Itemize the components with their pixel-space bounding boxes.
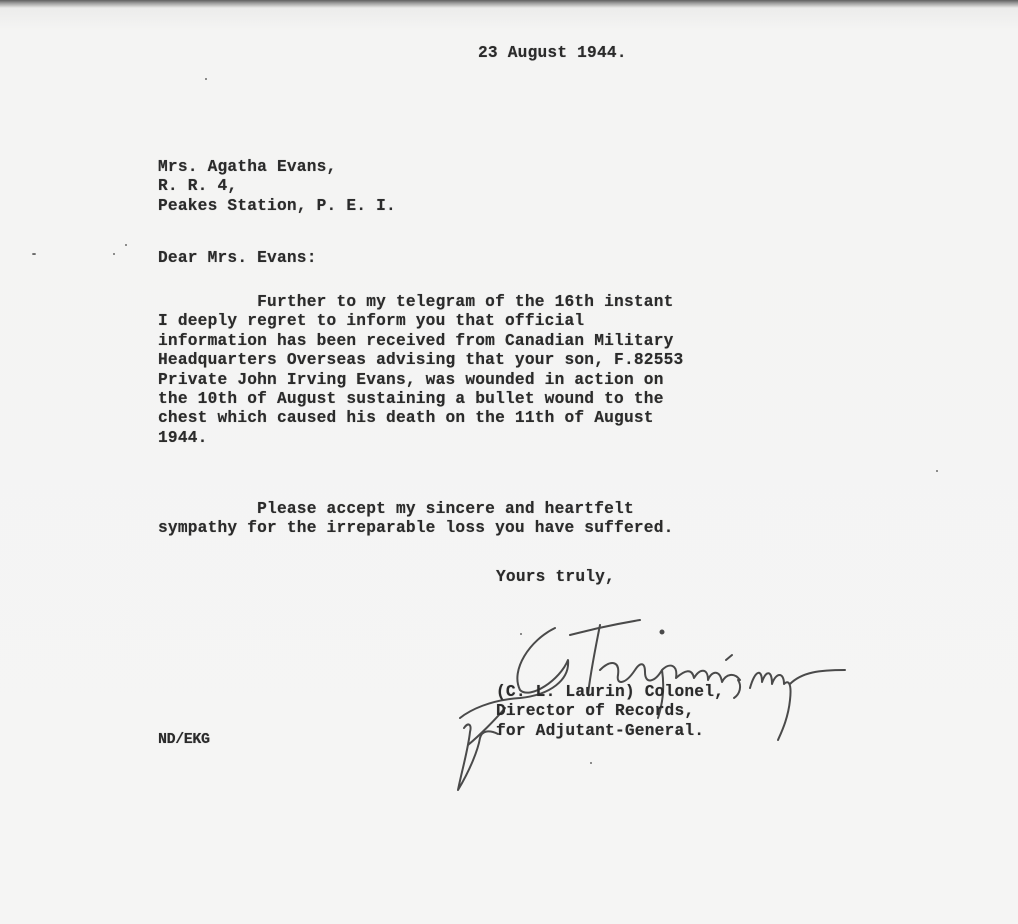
paper-speck <box>125 244 127 246</box>
paper-speck <box>936 470 938 472</box>
body-line: chest which caused his death on the 11th of August <box>158 409 654 428</box>
body-paragraph-2 <box>158 500 674 539</box>
signatory-name: (C. L. Laurin) Colonel, <box>496 683 725 701</box>
paper-speck <box>520 633 522 635</box>
address-line-route: R. R. 4, <box>158 177 238 196</box>
body-line: sympathy for the irreparable loss you have suffered. <box>158 519 674 538</box>
body-line: Headquarters Overseas advising that your son, F.82553 <box>158 351 684 370</box>
paper-speck <box>113 253 115 255</box>
address-line-station: Peakes Station, P. E. I. <box>158 196 396 215</box>
body-line: Please accept my sincere and heartfelt <box>158 500 634 518</box>
body-line: 1944. <box>158 428 208 447</box>
body-line: Further to my telegram of the 16th instant <box>158 293 674 311</box>
signatory-office: for Adjutant-General. <box>496 721 705 740</box>
closing: Yours truly, <box>496 568 615 586</box>
signature-block <box>496 683 724 741</box>
paper-speck <box>205 78 207 80</box>
body-line: Private John Irving Evans, was wounded in action on <box>158 370 664 389</box>
paper-speck <box>32 253 36 255</box>
reference-initials: ND/EKG <box>158 731 210 748</box>
body-line: information has been received from Canadian Military <box>158 331 674 350</box>
body-line: the 10th of August sustaining a bullet wound to the <box>158 390 664 409</box>
signatory-title: Director of Records, <box>496 702 695 721</box>
address-line-name: Mrs. Agatha Evans, <box>158 158 337 176</box>
letter-date: 23 August 1944. <box>478 44 627 62</box>
paper-speck <box>590 762 592 764</box>
salutation: Dear Mrs. Evans: <box>158 249 317 267</box>
recipient-address <box>158 158 396 216</box>
body-paragraph-1 <box>158 293 683 448</box>
body-line: I deeply regret to inform you that official <box>158 312 585 331</box>
